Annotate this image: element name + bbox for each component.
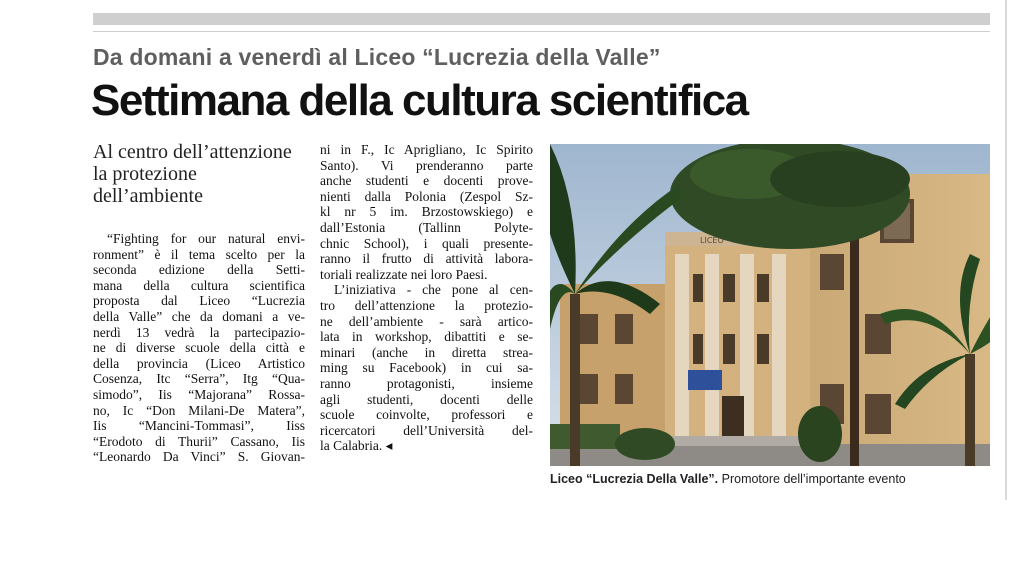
body-column-1 [93,231,305,465]
text-line: ming su Facebook) in cui sa- [320,360,533,376]
text-line: scuole coinvolte, professori e [320,407,533,423]
caption-bold: Liceo “Lucrezia Della Valle”. [550,472,719,486]
article-headline: Settimana della cultura scientifica [91,76,748,125]
text-line: agli studenti, docenti delle [320,391,533,407]
text-line: “Fighting for our natural envi- [107,231,305,246]
text-line: la Calabria. ◂ [320,438,393,454]
text-line: ranno protagonisti, insieme [320,375,533,391]
text-line: ranno il frutto di attività labora- [320,251,533,267]
article-subheading [93,141,313,207]
text-line: della Valle” che da domani a ve- [93,308,305,324]
subheading-line: dell’ambiente [93,185,203,207]
text-line: chnic School), i quali presente- [320,235,533,251]
text-line: lata in workshop, dibattiti e se- [320,329,533,345]
article-kicker: Da domani a venerdì al Liceo “Lucrezia della Valle” [93,44,661,70]
text-line: simodo”, Iis “Majorana” Rossa- [93,386,305,402]
top-rule [93,13,990,25]
text-line: toriali realizzate nei loro Paesi. [320,266,488,282]
text-line: seconda edizione della Setti- [93,262,305,278]
page-edge-line [1005,0,1007,500]
text-line: “Leonardo Da Vinci” S. Giovan- [93,449,305,465]
school-building-photo [550,144,990,466]
text-line: nerdì 13 vedrà la partecipazio- [93,324,305,340]
text-line: ni in F., Ic Aprigliano, Ic Spirito [320,142,533,157]
text-line: kl nr 5 im. Brzostowskiego) e [320,204,533,220]
text-line: ne di diverse scuole della città e [93,340,305,356]
text-line: tro dell’attenzione la protezio- [320,297,533,313]
text-line: no, Ic “Don Milani-De Matera”, [93,402,305,418]
text-line: mana della cultura scientifica [93,277,305,293]
photo-caption [550,472,906,486]
text-line: ne dell’ambiente - sarà artico- [320,313,533,329]
text-line: della provincia (Liceo Artistico [93,355,305,371]
subheading-line: Al centro dell’attenzione [93,141,292,163]
text-line: ricercatori dell’Università del- [320,422,533,438]
caption-text: Promotore dell’importante evento [718,472,906,486]
subheading-line: la protezione [93,163,197,185]
text-line: Iis “Mancini-Tommasi”, Iiss [93,418,305,434]
text-line: dall’Estonia (Tallinn Polyte- [320,219,533,235]
text-line: Santo). Vi prenderanno parte [320,157,533,173]
text-line: nienti dalla Polonia (Zespol Sz- [320,188,533,204]
text-line: proposta dal Liceo “Lucrezia [93,293,305,309]
text-line: “Erodoto di Thurii” Cassano, Iis [93,433,305,449]
text-line: L’iniziativa - che pone al cen- [334,282,533,298]
top-thin-rule [93,31,990,32]
text-line: minari (anche in diretta strea- [320,344,533,360]
body-column-2 [320,142,533,454]
text-line: anche studenti e docenti prove- [320,173,533,189]
building-sign: LICEO [700,236,724,245]
text-line: Cosenza, Itc “Serra”, Itg “Qua- [93,371,305,387]
text-line: ronment” è il tema scelto per la [93,246,305,262]
